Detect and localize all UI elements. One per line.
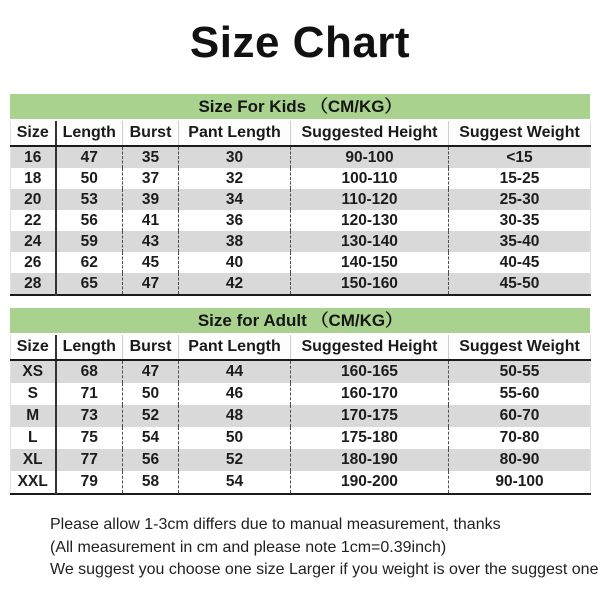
table-cell: XXL (17, 473, 48, 490)
footnote-line: (All measurement in cm and please note 1cm=0.39inch) (50, 538, 447, 556)
table-cell: 48 (179, 405, 291, 427)
table-row (11, 449, 591, 471)
table-cell: 68 (56, 360, 123, 383)
table-row (11, 146, 591, 168)
table-cell: 15-25 (449, 168, 591, 189)
table-cell: 160-165 (291, 360, 449, 383)
page-title: Size Chart (189, 18, 411, 67)
table-cell: 25-30 (449, 189, 591, 210)
table-cell: 180-190 (291, 449, 449, 471)
table-cell: 22 (24, 211, 42, 229)
kids-size-section (10, 94, 590, 296)
table-cell: XS (22, 363, 44, 380)
table-cell: S (27, 385, 38, 402)
table-cell: 32 (179, 168, 291, 189)
table-cell: 58 (123, 471, 179, 494)
table-cell: 100-110 (291, 168, 449, 189)
table-cell: 45-50 (449, 273, 591, 295)
table-cell: L (28, 429, 38, 446)
column-header: Suggested Height (291, 121, 449, 146)
table-row (11, 405, 591, 427)
table-cell: 150-160 (291, 273, 449, 295)
table-cell: 18 (24, 169, 42, 187)
table-cell: 160-170 (291, 383, 449, 405)
column-header: Length (56, 335, 123, 360)
table-cell: 70-80 (449, 427, 591, 449)
table-row (11, 168, 591, 189)
adult-section-banner: Size for Adult （CM/KG） (10, 308, 590, 335)
table-cell: 42 (179, 273, 291, 295)
table-cell: 59 (56, 231, 123, 252)
table-cell: 50-55 (449, 360, 591, 383)
footnote-line: Please allow 1-3cm differs due to manual measurement, thanks (50, 516, 501, 533)
table-cell: 53 (56, 189, 123, 210)
adult-size-section (10, 308, 590, 495)
table-cell: 46 (179, 383, 291, 405)
table-cell: 41 (123, 210, 179, 231)
table-cell: 56 (123, 449, 179, 471)
table-cell: 120-130 (291, 210, 449, 231)
table-cell: 62 (56, 252, 123, 273)
table-cell: 77 (56, 449, 123, 471)
table-cell: 190-200 (291, 471, 449, 494)
adult-header-row (11, 335, 591, 360)
column-header: Pant Length (179, 335, 291, 360)
table-row (11, 189, 591, 210)
column-header: Suggested Height (291, 335, 449, 360)
table-cell: 47 (123, 273, 179, 295)
table-cell: 38 (179, 231, 291, 252)
table-cell: 55-60 (449, 383, 591, 405)
column-header: Burst (123, 121, 179, 146)
table-cell: 52 (179, 449, 291, 471)
table-cell: 45 (123, 252, 179, 273)
table-cell: 110-120 (291, 189, 449, 210)
table-row (11, 231, 591, 252)
table-cell: 16 (24, 148, 42, 166)
column-header: Suggest Weight (449, 121, 591, 146)
table-cell: 40 (179, 252, 291, 273)
table-cell: 43 (123, 231, 179, 252)
table-cell: 130-140 (291, 231, 449, 252)
table-cell: 26 (24, 253, 42, 271)
table-row (11, 383, 591, 405)
table-cell: 52 (123, 405, 179, 427)
table-cell: 28 (24, 274, 42, 292)
table-cell: 50 (56, 168, 123, 189)
table-row (11, 427, 591, 449)
footnote-line: We suggest you choose one size Larger if you weight is over the suggest one (50, 561, 599, 578)
table-row (11, 471, 591, 494)
column-header: Burst (123, 335, 179, 360)
table-row (11, 252, 591, 273)
table-cell: 30-35 (449, 210, 591, 231)
kids-header-row (11, 121, 591, 146)
table-cell: 36 (179, 210, 291, 231)
table-cell: 30 (179, 146, 291, 168)
table-cell: 54 (123, 427, 179, 449)
table-cell: 37 (123, 168, 179, 189)
column-header: Length (56, 121, 123, 146)
column-header: Size (11, 121, 56, 146)
kids-section-banner: Size For Kids （CM/KG） (10, 94, 590, 121)
table-cell: 50 (179, 427, 291, 449)
table-row (11, 273, 591, 295)
kids-size-table (10, 121, 591, 296)
table-cell: 44 (179, 360, 291, 383)
table-cell: 80-90 (449, 449, 591, 471)
table-cell: 90-100 (449, 471, 591, 494)
table-cell: 40-45 (449, 252, 591, 273)
table-cell: 73 (56, 405, 123, 427)
table-cell: 24 (24, 232, 42, 250)
table-cell: 79 (56, 471, 123, 494)
table-row (11, 360, 591, 383)
table-cell: 170-175 (291, 405, 449, 427)
table-cell: 71 (56, 383, 123, 405)
column-header: Pant Length (179, 121, 291, 146)
table-cell: 75 (56, 427, 123, 449)
table-cell: 39 (123, 189, 179, 210)
adult-size-table (10, 335, 591, 495)
table-cell: 90-100 (291, 146, 449, 168)
table-cell: 47 (56, 146, 123, 168)
table-cell: 20 (24, 190, 42, 208)
table-cell: 35 (123, 146, 179, 168)
column-header: Suggest Weight (449, 335, 591, 360)
table-cell: 50 (123, 383, 179, 405)
table-cell: 60-70 (449, 405, 591, 427)
footnotes (50, 514, 600, 582)
table-cell: 54 (179, 471, 291, 494)
table-cell: 56 (56, 210, 123, 231)
table-cell: 65 (56, 273, 123, 295)
table-cell: 175-180 (291, 427, 449, 449)
table-cell: 47 (123, 360, 179, 383)
table-cell: M (26, 407, 40, 424)
table-cell: 35-40 (449, 231, 591, 252)
table-row (11, 210, 591, 231)
table-cell: XL (22, 451, 43, 468)
table-cell: <15 (449, 146, 591, 168)
table-cell: 34 (179, 189, 291, 210)
column-header: Size (11, 335, 56, 360)
table-cell: 140-150 (291, 252, 449, 273)
